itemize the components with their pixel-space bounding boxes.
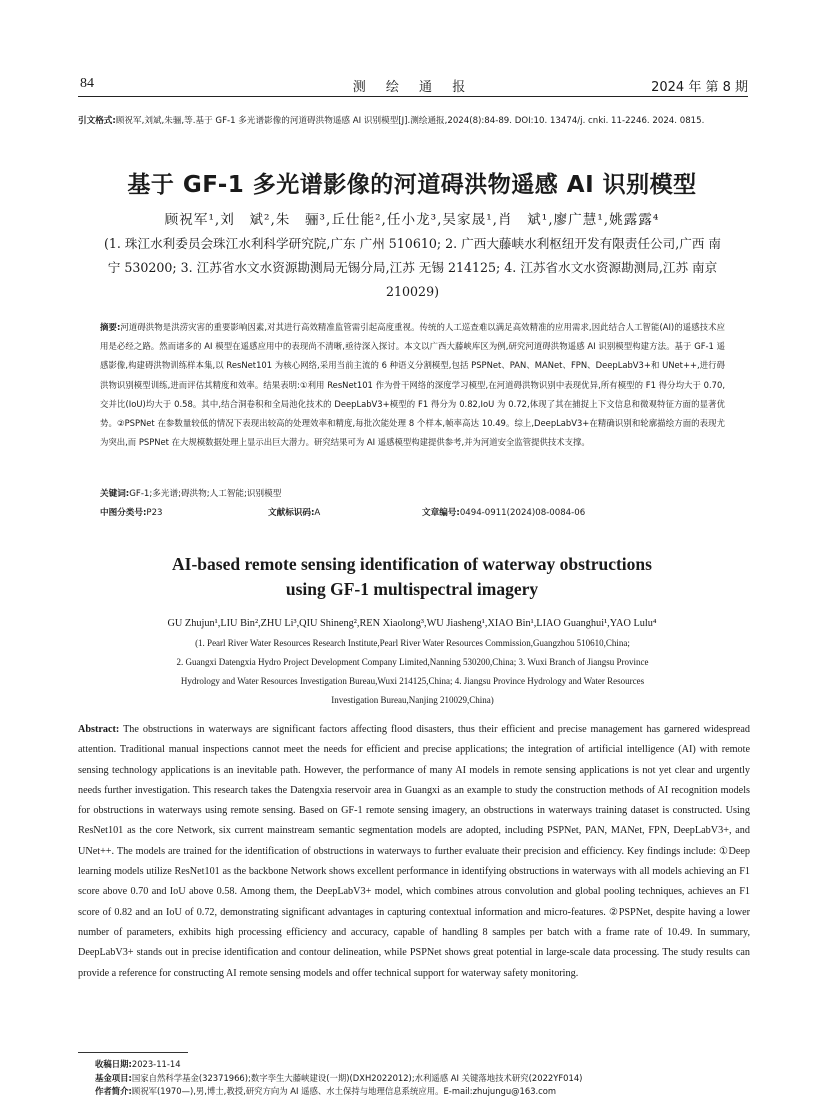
citation-text: 顾祝军,刘斌,朱骊,等.基于 GF-1 多光谱影像的河道碍洪物遥感 AI 识别模型[J].测绘通报,2024(8):84-89. DOI:10. 13474/j. cnki. 11-2246. 2024. 0815. — [115, 116, 705, 126]
affil-en-line-1: (1. Pearl River Water Resources Research Institute,Pearl River Water Resources Commission,Guangzhou 510610,China; — [195, 638, 630, 648]
author-bio: 作者简介:顾祝军(1970—),男,博士,教授,研究方向为 AI 遥感、水土保持与地理信息系统应用。E-mail:zhujungu@163.com — [95, 1086, 557, 1097]
title-en-line-2: using GF-1 multispectral imagery — [285, 579, 539, 599]
affil-en-line-3: Hydrology and Water Resources Investigation Bureau,Wuxi 214125,China; 4. Jiangsu Province Hydrology and Water Resources — [180, 676, 645, 686]
page-number: 84 — [80, 76, 94, 91]
article-number: 文章编号:0494-0911(2024)08-0084-06 — [422, 508, 586, 518]
citation-format — [78, 112, 750, 131]
footnotes — [95, 1058, 755, 1099]
abstract-cn-text: 河道碍洪物是洪涝灾害的重要影响因素,对其进行高效精准监管需引起高度重视。传统的人工巡查难以满足高效精准的应用需求,因此结合人工智能(AI)的遥感技术应用是必经之路。然而诸多的 AI 模型在遥感应用中的表现尚不清晰,亟待深入探讨。本文以广西大藤峡库区为例,研究河道碍洪物遥感 AI 识别模型构建方法。基于 GF-1 遥感影像,构建碍洪物训练样本集,以 ResNet101 为核心网络,采用当前主流的 6 种语义分割模型,包括 PSPNet、PAN、MANet、FPN、DeepLabV3+和 UNet++,进行碍洪物识别模型训练,进而评估其精度和效率。结果表明:①利用 ResNet101 作为骨干网络的深度学习模型,在河道碍洪物识别中表现优异,所有模型的 F1 得分均大于 0.70,交并比(IoU)均大于 0.58。其中,结合洞卷积和全局池化技术的 DeepLabV3+模型的 F1 得分为 0.82,IoU 为 0.72,体现了其在捕捉上下文信息和微观特征方面的显著优势。②PSPNet 在参数量较低的情况下表现出较高的处理效率和精度,每批次能处理 8 个样本,帧率高达 10.49。综上,DeepLabV3+在精确识别和轮廓描绘方面的表现尤为突出,而 PSPNet 在大规模数据处理上显示出巨大潜力。研究结果可为 AI 遥感模型构建提供参考,并为河道安全监管提供技术支撑。 — [100, 322, 725, 448]
clc-number: 中图分类号:P23 — [100, 508, 163, 518]
fund-project: 基金项目:国家自然科学基金(32371966);数字孪生大藤峡建设(一期)(DXH2022012);水利遥感 AI 关键落地技术研究(2022YF014) — [95, 1072, 583, 1083]
affiliations-chinese: (1. 珠江水利委员会珠江水利科学研究院,广东 广州 510610; 2. 广西大藤峡水利枢纽开发有限责任公司,广西 南宁 530200; 3. 江苏省水文水资源勘测局无锡分局,江苏 无锡 214125; 4. 江苏省水文水资源勘测局,江苏 南京 210029) — [103, 236, 722, 299]
affil-en-line-2: 2. Guangxi Datengxia Hydro Project Development Company Limited,Nanning 530200,China; 3. Wuxi Branch of Jiangsu Province — [176, 657, 649, 667]
keywords-chinese — [100, 487, 725, 499]
abstract-english — [78, 720, 750, 984]
authors-chinese: 顾祝军¹,刘 斌²,朱 骊³,丘仕能²,任小龙³,吴家晟¹,肖 斌¹,廖广慧¹,姚露露⁴ — [164, 212, 660, 228]
title-en-line-1: AI-based remote sensing identification of waterway obstructions — [172, 554, 652, 574]
affiliations-english — [90, 634, 735, 710]
journal-name: 测 绘 通 报 — [352, 80, 474, 95]
document-code: 文献标识码:A — [268, 508, 321, 518]
received-date: 收稿日期:2023-11-14 — [95, 1059, 181, 1069]
citation-label: 引文格式: — [78, 116, 116, 126]
running-header — [78, 74, 748, 97]
abstract-cn-label: 摘要: — [100, 322, 121, 332]
issue-info: 2024 年 第 8 期 — [651, 80, 748, 95]
keywords-text: GF-1;多光谱;碍洪物;人工智能;识别模型 — [129, 489, 282, 499]
footnote-divider — [78, 1052, 188, 1053]
authors-english: GU Zhujun¹,LIU Bin²,ZHU Li³,QIU Shineng²,REN Xiaolong³,WU Jiasheng¹,XIAO Bin¹,LIAO Guanghui¹,YAO Lulu⁴ — [167, 618, 657, 629]
title-english — [0, 552, 824, 602]
abstract-en-text: The obstructions in waterways are significant factors affecting flood disasters, thus their efficient and precise management has garnered widespread attention. Traditional manual inspections cannot meet the needs for efficient and precise applications; the integration of artificial intelligence (AI) with remote sensing technology applications is an inevitable path. However, the performance of many AI models in remote sensing applications is not yet clear and urgently needs further investigation. This research takes the Datengxia reservoir area in Guangxi as an example to study the construction methods of AI recognition models for obstructions in waterways using remote sensing. Based on GF-1 remote sensing imagery, an obstructions in waterways training dataset is constructed. Using ResNet101 as the core Network, six current mainstream semantic segmentation models are adopted, including PSPNet, PAN, MANet, FPN, DeepLabV3+, and UNet++. The models are trained for the identification of obstructions in waterways to further evaluate their precision and efficiency. Key findings include: ①Deep learning models utilize ResNet101 as the backbone Network shows excellent performance in identifying obstructions in waterways with all models achieving an F1 score above 0.70 and IoU above 0.58. Among them, the DeepLabV3+ model, which combines atrous convolution and global pooling techniques, achieves an F1 score of 0.82 and an IoU of 0.72, demonstrating significant advantages in capturing contextual information and micro-features. ②PSPNet, despite having a lower number of parameters, exhibits high processing efficiency and accuracy, capable of handling 8 samples per batch with a frame rate of 10.49. In summary, DeepLabV3+ stands out in precise identification and contour delineation, while PSPNet shows great potential in large-scale data processing. The study results can provide a reference for constructing AI remote sensing models and offer technical support for waterway safety monitoring. — [78, 724, 750, 979]
keywords-label: 关键词: — [100, 489, 130, 499]
affil-en-line-4: Investigation Bureau,Nanjing 210029,China) — [331, 695, 494, 705]
title-chinese: 基于 GF-1 多光谱影像的河道碍洪物遥感 AI 识别模型 — [127, 172, 697, 198]
abstract-chinese — [100, 318, 725, 452]
abstract-en-label: Abstract: — [78, 724, 120, 735]
